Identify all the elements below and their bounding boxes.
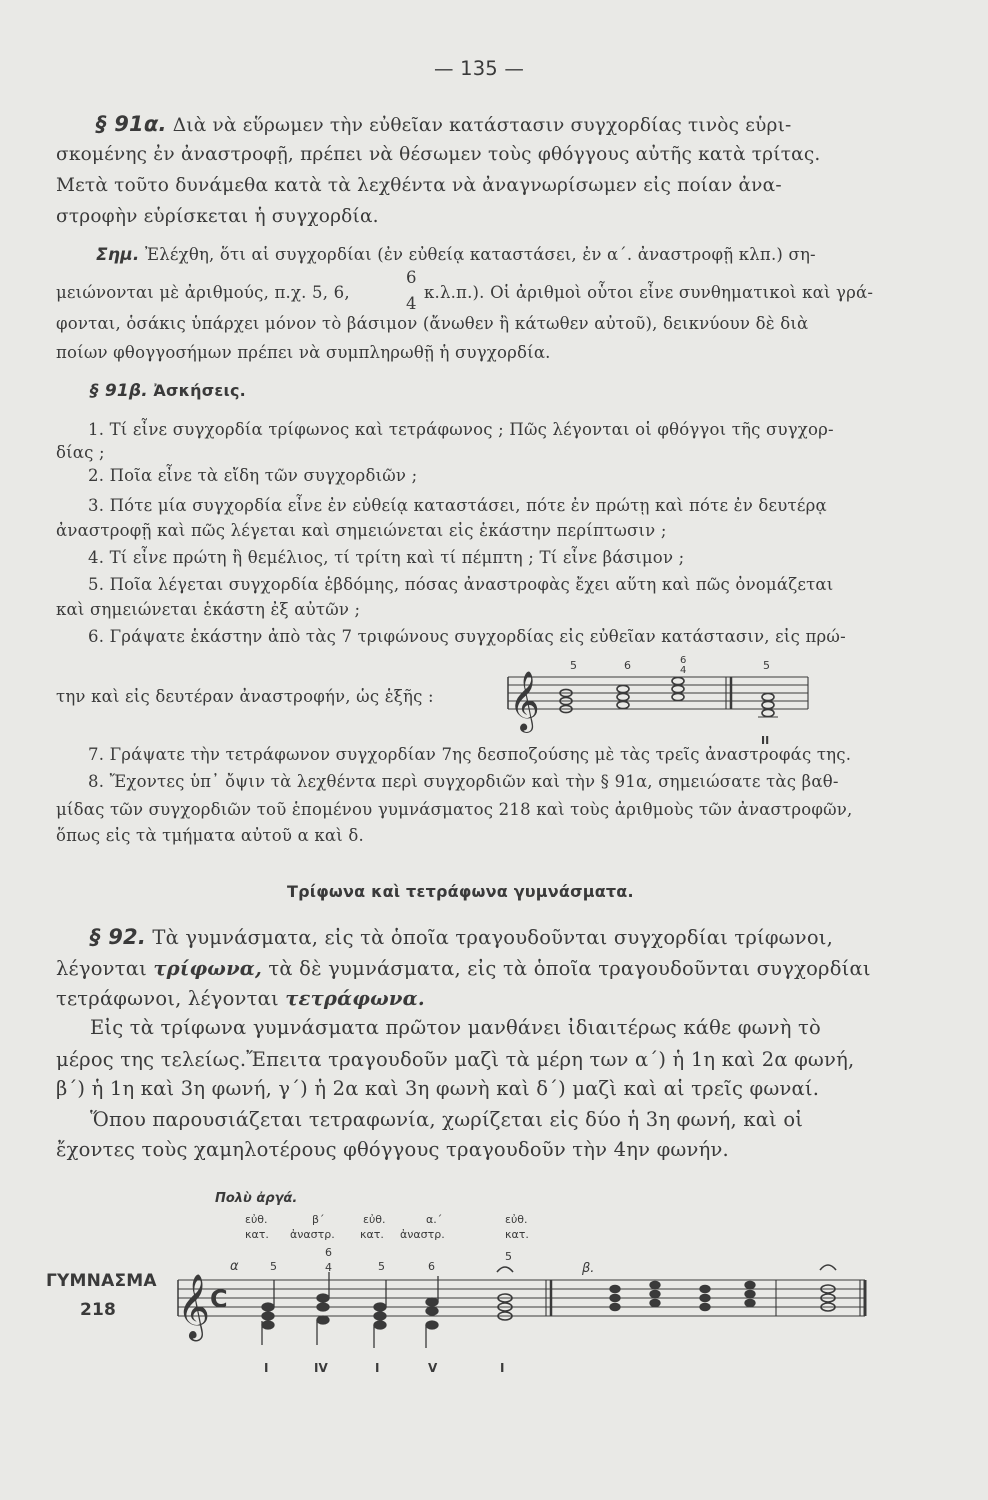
exercise-3b: ἀναστροφῇ καὶ πῶς λέγεται καὶ σημειώνεται εἰς ἑκάστην περίπτωσιν ; [56,521,667,540]
exercise-2: 2. Ποῖα εἶνε τὰ εἴδη τῶν συγχορδιῶν ; [88,466,418,485]
ex6-figure-1: 5 [570,659,577,672]
ann-1: εὐθ. [245,1213,268,1226]
fig-5: 6 [428,1260,435,1273]
note-line1 [96,245,816,265]
note-line2b: κ.λ.π.). Οἱ ἀριθμοὶ οὗτοι εἶνε συνθηματικοὶ καὶ γρά- [424,283,874,302]
exercise-5a: 5. Ποῖα λέγεται συγχορδία ἑβδόμης, πόσας ἀναστροφὰς ἔχει αὕτη καὶ πῶς ὀνομάζεται [88,575,834,594]
exercises-title: Ἀσκήσεις. [153,381,246,400]
exercise-1a: 1. Τί εἶνε συγχορδία τρίφωνος καὶ τετράφωνος ; Πῶς λέγονται οἱ φθόγγοι τῆς συγχορ- [88,420,834,439]
term-trifona: τρίφωνα, [153,957,262,980]
note-frac-top: 6 [406,268,417,287]
ann-3: εὐθ. [363,1213,386,1226]
s92-line3 [56,987,425,1010]
gymnasma-218-score [160,1180,880,1410]
note-text1: Ἐλέχθη, ὅτι αἱ συγχορδίαι (ἐν εὐθείᾳ καταστάσει, ἐν α΄. ἀναστροφῇ κλπ.) ση- [144,245,816,264]
s92-p2-line3: β΄) ἡ 1η καὶ 3η φωνή, γ΄) ἡ 2α καὶ 3η φωνὴ καὶ δ΄) μαζὶ καὶ αἱ τρεῖς φωναί. [56,1077,820,1100]
ann2-5: κατ. [505,1228,529,1241]
example-6-staff [478,652,818,752]
note-line2a: μειώνονται μὲ ἀριθμούς, π.χ. 5, 6, [56,283,350,302]
exercise-8c: ὅπως εἰς τὰ τμήματα αὐτοῦ α καὶ δ. [56,826,364,845]
fig-1: 5 [270,1260,277,1273]
roman-1: I [264,1361,269,1375]
exercise-5b: καὶ σημειώνεται ἑκάστη ἐξ αὐτῶν ; [56,600,361,619]
section-label-92: § 92. [90,925,147,949]
ann2-3: κατ. [360,1228,384,1241]
part-beta: β. [582,1261,595,1276]
s91a-line2: σκομένης ἐν ἀναστροφῇ, πρέπει νὰ θέσωμεν τοὺς φθόγγους αὐτῆς κατὰ τρίτας. [56,144,821,165]
ann-2: β΄ [312,1213,325,1226]
exercise-4: 4. Τί εἶνε πρώτη ἢ θεμέλιος, τί τρίτη καὶ τί πέμπτη ; Τί εἶνε βάσιμον ; [88,548,685,567]
ex6-roman: II [761,734,770,747]
ex6-figure-3: 6 [680,655,687,666]
treble-clef-icon: 𝄞 [509,671,540,731]
fig-6: 5 [505,1250,512,1263]
s91a-text1: Διὰ νὰ εὕρωμεν τὴν εὐθεῖαν κατάστασιν συγχορδίας τινὸς εὑρι- [172,115,792,136]
s91a-line4: στροφὴν εὑρίσκεται ἡ συγχορδία. [56,206,379,227]
ex6-figure-4: 4 [680,665,687,676]
s92-line1 [90,925,833,949]
s92-p2-line1: Εἰς τὰ τρίφωνα γυμνάσματα πρῶτον μανθάνει ἰδιαιτέρως κάθε φωνὴ τὸ [90,1016,821,1039]
ann-5: εὐθ. [505,1213,528,1226]
exercise-7: 7. Γράψατε τὴν τετράφωνον συγχορδίαν 7ης δεσποζούσης μὲ τὰς τρεῖς ἀναστροφάς της. [88,745,852,764]
s92-p2-line2: μέρος της τελείως.Ἔπειτα τραγουδοῦν μαζὶ τὰ μέρη των α΄) ἡ 1η καὶ 2α φωνή, [56,1048,855,1071]
s91a-line1 [96,112,932,136]
ann-4: α.΄ [426,1213,443,1226]
term-tetrafona: τετράφωνα. [285,987,425,1010]
s92-l2a: λέγονται [56,957,147,980]
gymnasma-label: ΓΥΜΝΑΣΜΑ [46,1271,157,1291]
note-line4: ποίων φθογγοσήμων πρέπει νὰ συμπληρωθῇ ἡ συγχορδία. [56,343,551,362]
ann2-1: κατ. [245,1228,269,1241]
s92-line2 [56,957,871,980]
s92-text1: Τὰ γυμνάσματα, εἰς τὰ ὁποῖα τραγουδοῦνται συγχορδίαι τρίφωνοι, [152,926,834,949]
note-label: Σημ. [96,245,140,265]
exercise-1b: δίας ; [56,443,105,462]
ex6-figure-5: 5 [763,659,770,672]
roman-2: IV [314,1361,328,1375]
exercise-3a: 3. Πότε μία συγχορδία εἶνε ἐν εὐθείᾳ καταστάσει, πότε ἐν πρώτῃ καὶ πότε ἐν δευτέρᾳ [88,496,827,515]
common-time-icon: C [210,1285,228,1313]
fig-3: 4 [325,1261,332,1274]
roman-5: I [500,1361,505,1375]
exercise-8a: 8. Ἔχοντες ὑπ᾿ ὄψιν τὰ λεχθέντα περὶ συγχορδιῶν καὶ τὴν § 91α, σημειώσατε τὰς βαθ- [88,772,839,791]
treble-clef-icon: 𝄞 [177,1274,211,1339]
ann2-2: ἀναστρ. [290,1228,335,1241]
ex6-figure-2: 6 [624,659,631,672]
section-label-91a: § 91α. [96,112,167,136]
fig-4: 5 [378,1260,385,1273]
s92-l3a: τετράφωνοι, λέγονται [56,987,279,1010]
fig-2: 6 [325,1246,332,1259]
note-line3: φονται, ὁσάκις ὑπάρχει μόνον τὸ βάσιμον (ἄνωθεν ἢ κάτωθεν αὐτοῦ), δεικνύουν δὲ διὰ [56,314,809,333]
exercise-8b: μίδας τῶν συγχορδιῶν τοῦ ἑπομένου γυμνάσματος 218 καὶ τοὺς ἀριθμοὺς τῶν ἀναστροφῶν, [56,800,853,819]
s91b-heading [90,381,246,401]
tempo-marking: Πολὺ ἀργά. [215,1191,298,1206]
heading-92: Τρίφωνα καὶ τετράφωνα γυμνάσματα. [287,882,634,901]
s92-l2c: τὰ δὲ γυμνάσματα, εἰς τὰ ὁποῖα τραγουδοῦνται συγχορδίαι [268,957,871,980]
page-number: — 135 — [434,57,525,80]
part-alpha: α [230,1259,239,1274]
gymnasma-number: 218 [80,1300,117,1320]
s92-p3-line2: ἔχοντες τοὺς χαμηλοτέρους φθόγγους τραγουδοῦν τὴν 4ην φωνήν. [56,1138,729,1161]
section-label-91b: § 91β. [90,381,148,401]
ann2-4: ἀναστρ. [400,1228,445,1241]
note-frac-bottom: 4 [406,294,417,313]
exercise-6b: την καὶ εἰς δευτέραν ἀναστροφήν, ὡς ἑξῆς : [56,687,434,706]
exercise-6a: 6. Γράψατε ἑκάστην ἀπὸ τὰς 7 τριφώνους συγχορδίας εἰς εὐθεῖαν κατάστασιν, εἰς πρώ- [88,627,846,646]
s91a-line3: Μετὰ τοῦτο δυνάμεθα κατὰ τὰ λεχθέντα νὰ ἀναγνωρίσωμεν εἰς ποίαν ἀνα- [56,175,782,196]
s92-p3-line1: Ὅπου παρουσιάζεται τετραφωνία, χωρίζεται εἰς δύο ἡ 3η φωνή, καὶ οἱ [90,1108,804,1131]
roman-4: V [428,1361,438,1375]
roman-3: I [375,1361,380,1375]
